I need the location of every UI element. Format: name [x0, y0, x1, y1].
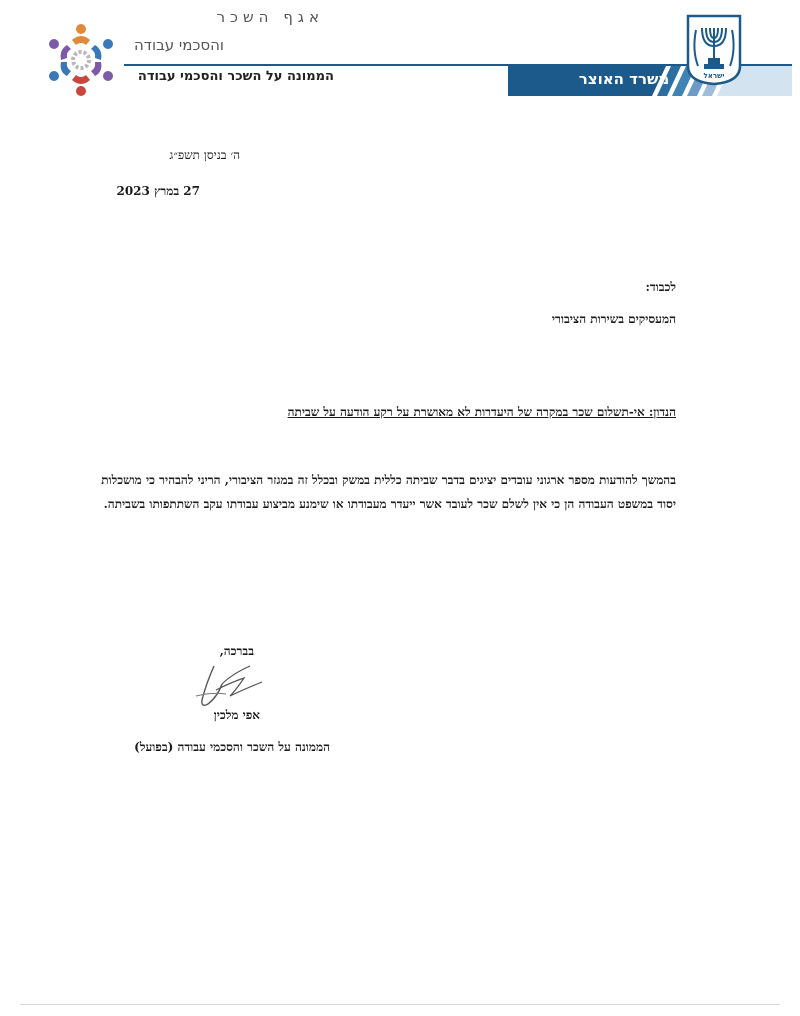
hebrew-date: ה׳ בניסן תשפ״ג	[169, 148, 240, 162]
body-paragraph: בהמשך להודעות מספר ארגוני עובדים יציגים בדבר שביתה כללית במשק ובכלל זה במגזר הציבורי, הריני להבהיר כי מושכלות יסוד במשפט העבודה הן כי אין לשלם שכר לעובד אשר ייעדר מעבודתו או שימנע מביצוע עבודתו עקב השתתפותו בשביתה.	[101, 473, 676, 511]
gregorian-date: 27 במרץ 2023	[116, 184, 200, 198]
commissioner-header: הממונה על השכר והסכמי עבודה	[137, 69, 334, 84]
footer-rule	[20, 1004, 780, 1005]
ministry-name: משרד האוצר	[578, 70, 670, 88]
signature-icon	[192, 660, 268, 712]
department-name-line2: והסכמי עבודה	[134, 36, 224, 54]
closing: בברכה,	[219, 644, 254, 658]
wage-department-logo-icon	[44, 18, 118, 98]
state-emblem-icon	[684, 14, 744, 86]
recipient: המעסיקים בשירות הציבורי	[551, 312, 676, 326]
department-name-line1: אגף השכר	[216, 8, 324, 26]
subject-line: הנדון: אי-תשלום שכר במקרה של היעדרות לא מאושרת על רקע הודעה על שביתה	[287, 405, 676, 419]
to-label: לכבוד:	[645, 280, 676, 294]
signer-title: הממונה על השכר והסכמי עבודה (בפועל)	[134, 740, 330, 754]
signer-name: אפי מלכין	[213, 708, 260, 722]
emblem-caption: ישראל	[703, 72, 725, 80]
